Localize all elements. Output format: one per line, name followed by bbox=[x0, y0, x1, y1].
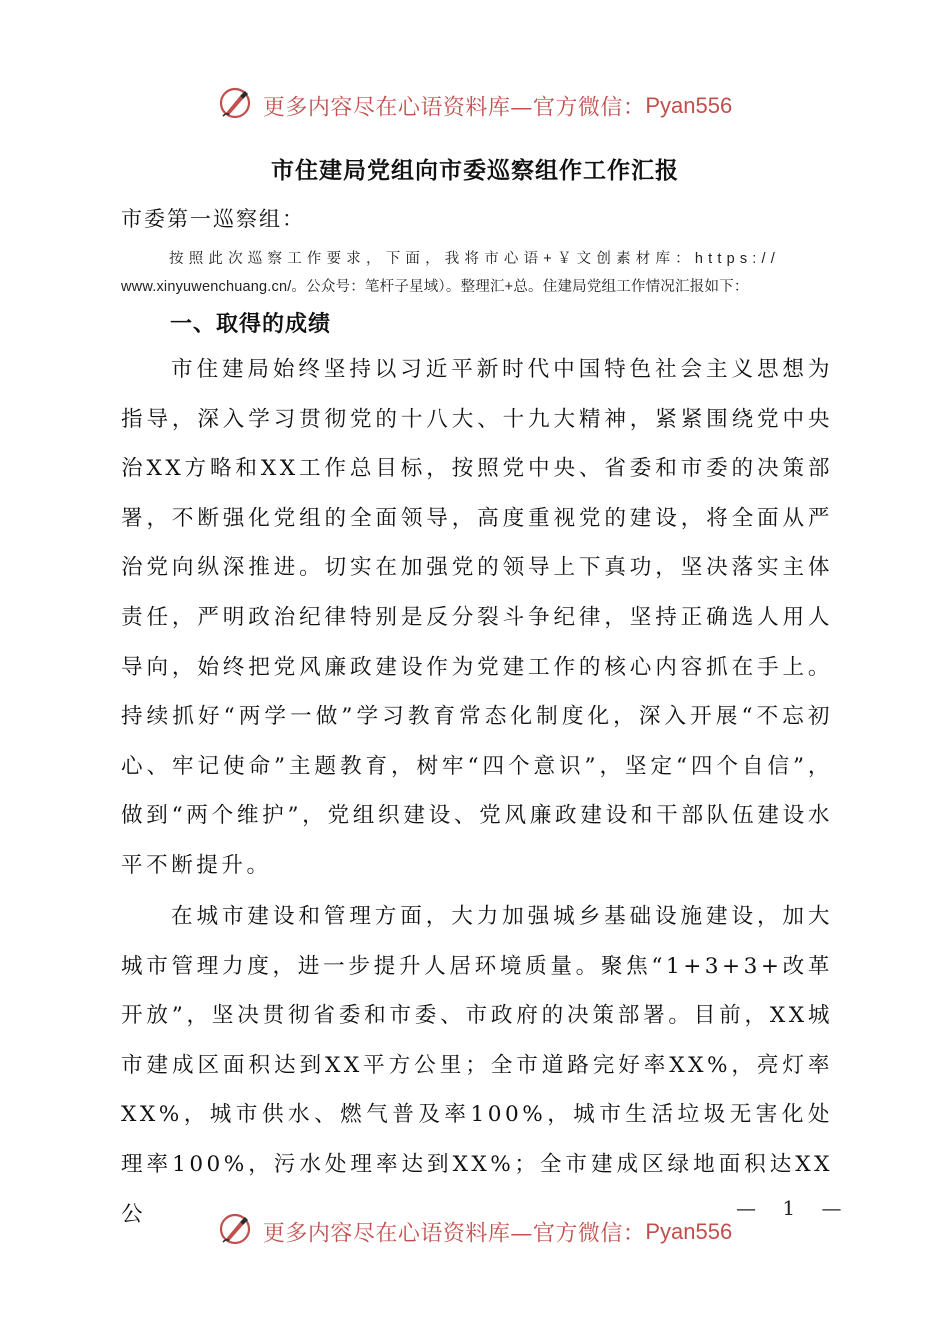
body-paragraph-2: 在城市建设和管理方面，大力加强城乡基础设施建设，加大城市管理力度，进一步提升人居环境质量。聚焦“1+3+3+改革开放”，坚决贯彻省委和市委、市政府的决策部署。目前，XX城市建成区面积达到XX平方公里；全市道路完好率XX%，亮灯率XX%，城市供水、燃气普及率100%，城市生活垃圾无害化处理率100%，污水处理率达到XX%；全市建成区绿地面积达XX公 bbox=[121, 904, 833, 1227]
watermark-banner-bottom bbox=[0, 1212, 950, 1252]
watermark-handle: Pyan556 bbox=[645, 93, 733, 118]
page-number: — 1 — bbox=[736, 1196, 852, 1220]
watermark-handle: Pyan556 bbox=[645, 1219, 733, 1244]
pen-logo-icon bbox=[218, 1212, 252, 1252]
watermark-banner-top bbox=[0, 86, 950, 126]
intro-paragraph bbox=[121, 245, 831, 301]
intro-line-1: 按照此次巡察工作要求，下面，我将市心语+￥文创素材库：https:// bbox=[169, 251, 780, 267]
section-heading: 一、取得的成绩 bbox=[170, 312, 332, 337]
watermark-text: 更多内容尽在心语资料库—官方微信： bbox=[262, 1221, 646, 1247]
body-paragraph-1: 市住建局始终坚持以习近平新时代中国特色社会主义思想为指导，深入学习贯彻党的十八大、十九大精神，紧紧围绕党中央治XX方略和XX工作总目标，按照党中央、省委和市委的决策部署，不断强化党组的全面领导，高度重视党的建设，将全面从严治党向纵深推进。切实在加强党的领导上下真功，坚决落实主体责任，严明政治纪律特别是反分裂斗争纪律，坚持正确选人用人导向，始终把党风廉政建设作为党建工作的核心内容抓在手上。持续抓好“两学一做”学习教育常态化制度化，深入开展“不忘初心、牢记使命”主题教育，树牢“四个意识”，坚定“四个自信”，做到“两个维护”，党组织建设、党风廉政建设和干部队伍建设水平不断提升。 bbox=[121, 357, 833, 878]
watermark-text: 更多内容尽在心语资料库—官方微信： bbox=[262, 95, 646, 121]
intro-line-2: www.xinyuwenchuang.cn/。公众号：笔杆子星域）。整理汇+总。住建局党组工作情况汇报如下： bbox=[121, 279, 749, 295]
document-title: 市住建局党组向市委巡察组作工作汇报 bbox=[271, 158, 679, 184]
salutation: 市委第一巡察组： bbox=[121, 207, 305, 231]
pen-logo-icon bbox=[218, 86, 252, 126]
